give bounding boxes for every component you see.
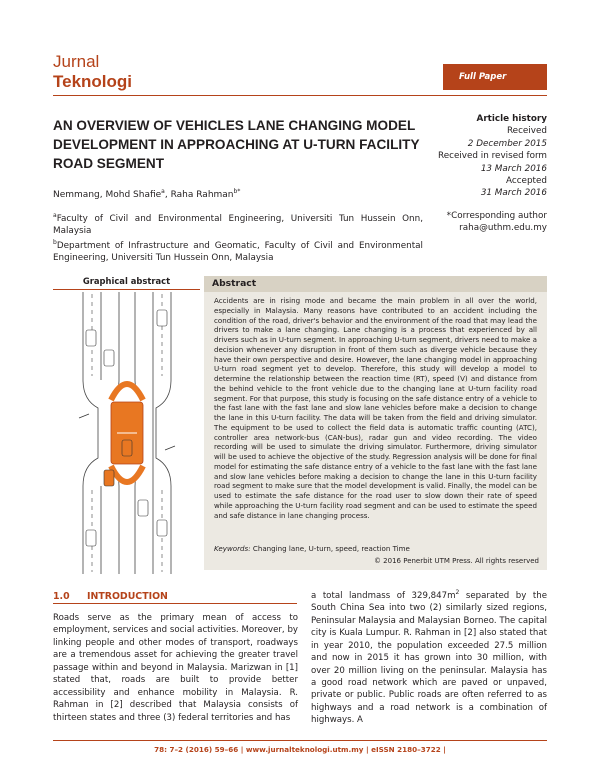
history-received-label: Received (506, 126, 547, 137)
abstract-text: Accidents are in rising mode and became the main problem in all over the world, especially in Malaysia. Many reasons have contributed to an accident including the condition of the road, driver's behavior and the environment of the road that may lead the drivers to make a lane changing. Lane changing is a process that experienced by all drivers such as in U-turn segment. In approaching U-turn segment, drivers need to make a decision whenever any disruption in front of them such as diverge vehicle because they have their own perspective and desire. However, the lane changing model in approaching U-turn road segment yet to develop. Therefore, this study will develop a model to determine the relationship between the reaction time (RT), speed (V) and distance from the behind vehicle to the front vehicle due to the changing lane at U-turn facility road segment. For that purpose, this study is focusing on the safe distance entry of a vehicle to the fast lane with the fast lane and slow lane vehicles before make a decision to change the lane in this U-turn facility. The data will be taken from the field and driving simulator. The equipment to be used to collect the field data is automatic traffic counting (ATC), controller area network-bus (CAN-bus), radar gun and video recording. The video recording will be used to simulate the driving simulator. Furthermore, driving simulator will be used to achieve the objective of the study. Regression analysis will be done for final model for estimating the safe distance entry of a vehicle to the fast lane with the fast lane and slow lane vehicles before making a decision to change the lane in this U-turn facility road segment to make sure that the model development is valid. Finally, the model can be used to estimate the safe distance for the road user to slow down their rate of speed while approaching the U-turn facility road segment and can be used to estimate the speed and safe distance in lane changing process. (214, 296, 537, 520)
header-divider (53, 95, 547, 96)
intro-text-left: Roads serve as the primary mean of access to employment, services and social activities. Moreover, by linking people and other modes of transport, roadways are a tremendous asset for achieving the greater travel passage within and beyond in Malaysia. Marizwan in [1] stated that, roads are built to provide better accessibility and enhance mobility in Malaysia. R. Rahman in [2] described that Malaysia consists of thirteen states and three (3) federal territories and has (53, 613, 298, 723)
keywords-list: Changing lane, U-turn, speed, reaction Time (252, 544, 410, 553)
abstract-heading: Abstract (204, 276, 547, 292)
journal-name (53, 52, 132, 92)
affiliation-sup: a (53, 212, 57, 219)
article-history (417, 113, 547, 200)
intro-right-sup: 2 (455, 589, 460, 596)
author-list: Nemmang, Mohd Shafie$^a$, Raha Rahman$^{b*}$ (53, 188, 241, 200)
history-heading: Article history (476, 114, 547, 124)
footer-divider (53, 740, 547, 741)
u-turn-diagram (53, 290, 200, 576)
corresponding-author (417, 210, 547, 234)
author-name: Nemmang (53, 190, 100, 200)
affiliation-b (53, 237, 423, 264)
author-name: Mohd Shafie (105, 190, 162, 200)
corresponding-label: *Corresponding author (446, 211, 547, 221)
author-sup: b* (233, 188, 241, 195)
affiliations (53, 210, 423, 265)
page-footer: 78: 7–2 (2016) 59–66 | www.jurnalteknologi.utm.my | eISSN 2180–3722 | (154, 745, 446, 754)
copyright-notice: © 2016 Penerbit UTM Press. All rights reserved (373, 557, 539, 565)
keywords-label: Keywords: (214, 544, 251, 553)
history-received-date: 2 December 2015 (467, 138, 547, 149)
affiliation-a (53, 210, 423, 237)
full-paper-badge: Full Paper (443, 64, 547, 90)
history-accepted-label: Accepted (506, 176, 547, 187)
author-name: Raha Rahman (170, 190, 234, 200)
intro-right-pre: a total landmass of 329,847m (311, 590, 456, 601)
intro-text-right (311, 587, 547, 727)
intro-right-post: separated by the South China Sea into two (2) similarly sized regions, Peninsular Malaysia and Malaysian Borneo. The capital city is Kuala Lumpur. R. Rahman in [2] also stated that in year 2010, the population exceeded 27.5 million and now in 2015 it has grown into 30 million, with over 20 million living on the peninsular. Malaysia has a good road network which are paved or unpaved, private or public. Public roads are often referred to as highways and a road network is a combination of highways. A (311, 590, 547, 726)
section-number: 1.0 (53, 591, 70, 602)
section-heading (53, 591, 168, 602)
section-divider (53, 603, 297, 604)
corresponding-email[interactable]: raha@uthm.edu.my (459, 223, 547, 234)
history-accepted-date: 31 March 2016 (480, 188, 547, 199)
abstract-box (204, 276, 547, 570)
keywords (214, 544, 410, 553)
author-sup: a (161, 188, 165, 195)
history-revised-label: Received in revised form (437, 151, 547, 162)
section-title: INTRODUCTION (87, 591, 168, 602)
graphical-abstract-title: Graphical abstract (53, 276, 200, 290)
journal-name-line2: Teknologi (53, 72, 133, 91)
affiliation-text: Department of Infrastructure and Geomatic, Faculty of Civil and Environmental Engineering, Universiti Tun Hussein Onn, Malaysia (53, 241, 423, 264)
journal-name-line1: Jurnal (53, 52, 100, 71)
affiliation-sup: b (53, 239, 57, 247)
article-title: AN OVERVIEW OF VEHICLES LANE CHANGING MODEL DEVELOPMENT IN APPROACHING AT U-TURN FACILITY ROAD SEGMENT (53, 118, 420, 171)
affiliation-text: Faculty of Civil and Environmental Engineering, Universiti Tun Hussein Onn, Malaysia (53, 213, 423, 237)
history-revised-date: 13 March 2016 (480, 163, 547, 174)
graphical-abstract (53, 276, 200, 576)
